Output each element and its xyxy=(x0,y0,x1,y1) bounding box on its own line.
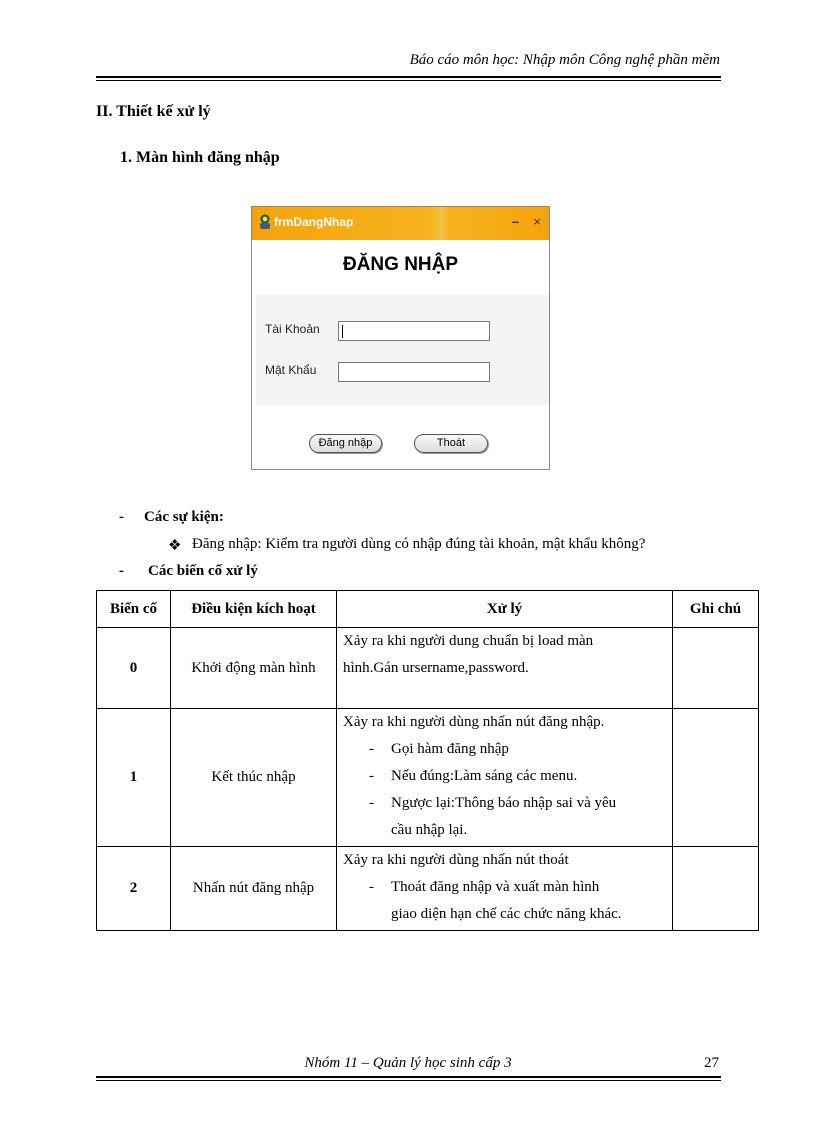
section-title: II. Thiết kế xử lý xyxy=(96,103,211,120)
form-panel xyxy=(256,295,549,405)
password-label: Mật Khẩu xyxy=(265,363,317,377)
event-note xyxy=(673,628,759,709)
event-table xyxy=(96,590,759,931)
header-handling: Xử lý xyxy=(337,591,673,628)
subsection-title: 1. Màn hình đăng nhập xyxy=(120,149,280,166)
window-titlebar xyxy=(252,207,549,240)
event-note xyxy=(673,847,759,931)
header-condition: Điều kiện kích hoạt xyxy=(171,591,337,628)
events-label: Các sự kiện: xyxy=(144,509,224,525)
footer-rule-thick xyxy=(96,1076,721,1078)
login-heading: ĐĂNG NHẬP xyxy=(342,254,459,275)
event-handling xyxy=(337,709,673,847)
minimize-icon[interactable]: – xyxy=(511,214,519,229)
login-window xyxy=(251,206,550,470)
handling-item: - Nếu đúng:Làm sáng các menu. xyxy=(369,768,578,784)
app-person-icon xyxy=(258,214,272,235)
close-icon[interactable]: × xyxy=(533,214,541,229)
handling-item: - Ngược lại:Thông báo nhập sai và yêu xyxy=(369,795,617,811)
table-header-row xyxy=(97,591,759,628)
header-rule-thick xyxy=(96,76,721,78)
footer-rule-thin xyxy=(96,1080,721,1081)
event-condition: Kết thúc nhập xyxy=(171,709,337,847)
table-row xyxy=(97,709,759,847)
table-row xyxy=(97,628,759,709)
handling-line: Xảy ra khi người dùng nhấn nút đăng nhập. xyxy=(343,714,605,730)
login-button[interactable]: Đăng nhập xyxy=(309,434,382,453)
page-number: 27 xyxy=(704,1055,719,1071)
handling-line: hình.Gán ursername,password. xyxy=(343,660,529,676)
events-dash: - xyxy=(119,509,124,525)
event-handling xyxy=(337,628,673,709)
event-id: 1 xyxy=(97,709,171,847)
event-note xyxy=(673,709,759,847)
table-row xyxy=(97,847,759,931)
handlers-label: Các biến cố xử lý xyxy=(148,563,258,579)
event-id: 0 xyxy=(97,628,171,709)
handling-line: Xảy ra khi người dùng nhấn nút thoát xyxy=(343,852,569,868)
footer-text: Nhóm 11 – Quản lý học sinh cấp 3 xyxy=(304,1055,512,1071)
event-condition: Nhấn nút đăng nhập xyxy=(171,847,337,931)
page-header-title: Báo cáo môn học: Nhập môn Công nghệ phần mềm xyxy=(409,52,720,68)
header-event: Biến cố xyxy=(97,591,171,628)
window-title: frmDangNhap xyxy=(274,215,354,229)
handlers-dash: - xyxy=(119,563,124,579)
event-handling xyxy=(337,847,673,931)
event-condition: Khởi động màn hình xyxy=(171,628,337,709)
username-label: Tài Khoản xyxy=(265,322,320,336)
diamond-bullet-icon: ❖ xyxy=(168,538,182,554)
header-note: Ghi chú xyxy=(673,591,759,628)
handling-item: - Gọi hàm đăng nhập xyxy=(369,741,509,757)
exit-button[interactable]: Thoát xyxy=(414,434,488,453)
password-input[interactable] xyxy=(338,362,490,382)
event-item: Đăng nhập: Kiểm tra người dùng có nhập đúng tài khoản, mật khẩu không? xyxy=(192,536,646,552)
handling-line: Xảy ra khi người dung chuẩn bị load màn xyxy=(343,633,594,649)
header-rule-thin xyxy=(96,80,721,81)
event-id: 2 xyxy=(97,847,171,931)
handling-item-continued: giao diện hạn chế các chức năng khác. xyxy=(391,906,622,922)
handling-item-continued: cầu nhập lại. xyxy=(391,822,468,838)
username-input[interactable] xyxy=(338,321,490,341)
text-caret xyxy=(342,325,343,338)
handling-item: - Thoát đăng nhập và xuất màn hình xyxy=(369,879,600,895)
